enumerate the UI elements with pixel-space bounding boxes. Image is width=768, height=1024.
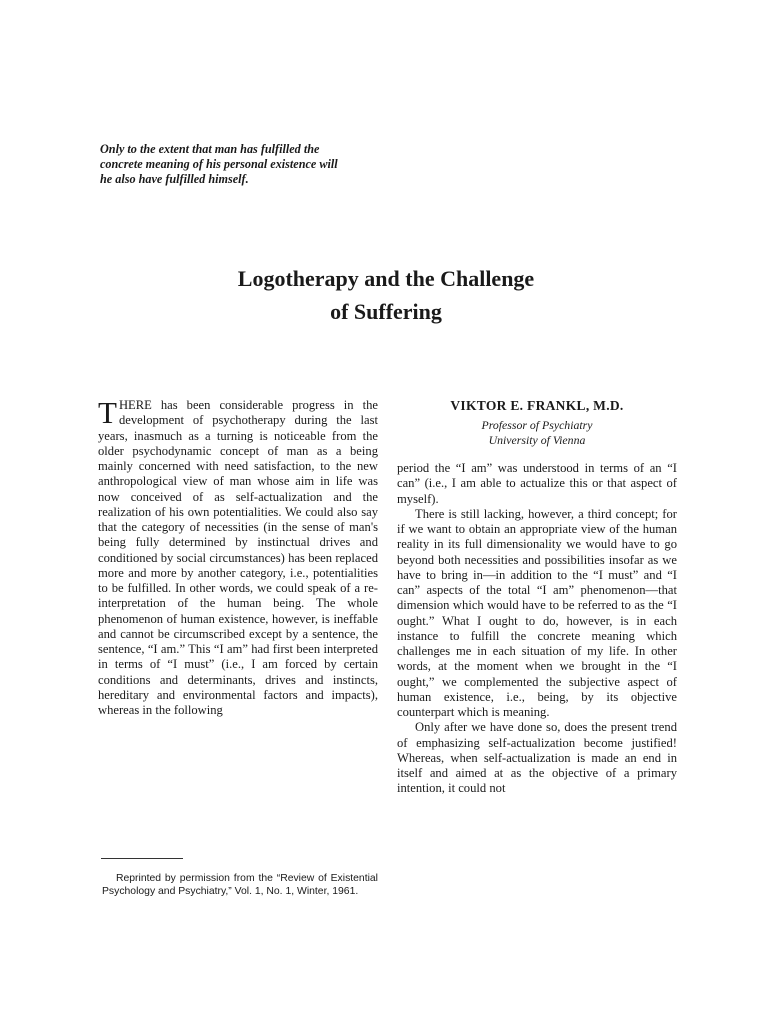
body-column-right — [397, 461, 677, 797]
affiliation-title: Professor of Psychiatry — [481, 418, 593, 432]
body-paragraph — [98, 395, 378, 718]
epigraph-line: concrete meaning of his personal existence will — [100, 157, 338, 171]
affiliation-institution: University of Vienna — [488, 433, 586, 447]
author-affiliation — [397, 418, 677, 448]
title-line-2: of Suffering — [330, 299, 442, 324]
epigraph — [100, 142, 490, 187]
epigraph-line: he also have fulfilled himself. — [100, 172, 249, 186]
body-paragraph: period the “I am” was understood in terms of an “I can” (i.e., I am able to actualize this or that aspect of myself). — [397, 461, 677, 506]
body-column-left — [98, 395, 378, 718]
footnote: Reprinted by permission from the “Review of Existential Psychology and Psychiatry,” Vol. 1, No. 1, Winter, 1961. — [102, 873, 378, 897]
title-line-1: Logotherapy and the Challenge — [237, 266, 535, 291]
article-title — [0, 262, 768, 328]
body-paragraph: There is still lacking, however, a third concept; for if we want to obtain an appropriate view of the human reality in its full dimensionality we would have to go beyond both necessities and possibilities insofar as we have to bring in—in addition to the “I must” and “I can” aspects of the total “I am” phenomenon—that dimension which would have to be referred to as the “I ought.” What I ought to do, however, is in each instance to fulfill the concrete meaning which challenges me in each situation of my life. In other words, at the moment when we brought in the “I ought,” we complemented the subjective aspect of human existence, i.e., being, by its objective counterpart which is meaning. — [397, 506, 677, 719]
body-text: HERE has been considerable progress in the development of psychotherapy during the last years, inasmuch as a turning is noticeable from the older psychodynamic concept of man as a being mainly concerned with need satisfaction, to the new anthropological view of man whose aim in life was now conceived of as self-actualization and the realization of his own potentialities. We could also say that the category of necessities (in the sense of man's being fully determined by instinctual drives and conditioned by social circumstances) has been replaced more and more by another category, i.e., potentialities to be fulfilled. In other words, we could speak of a re-interpretation of the human being. The whole phenomenon of human existence, however, is ineffable and cannot be circumscribed except by a sentence, the sentence, “I am.” This “I am” had first been interpreted in terms of “I must” (i.e., I am forced by certain conditions and determinants, drives and instincts, hereditary and environmental factors and impacts), whereas in the following — [98, 398, 378, 717]
body-paragraph: Only after we have done so, does the present trend of emphasizing self-actualization become justified! Whereas, when self-actualization is made an end in itself and aimed at as the objective of a primary intention, it could not — [397, 720, 677, 796]
footnote-rule — [101, 858, 183, 859]
author-name: VIKTOR E. FRANKL, M.D. — [450, 398, 624, 413]
epigraph-line: Only to the extent that man has fulfilled the — [100, 142, 320, 156]
drop-cap: T — [98, 395, 117, 430]
